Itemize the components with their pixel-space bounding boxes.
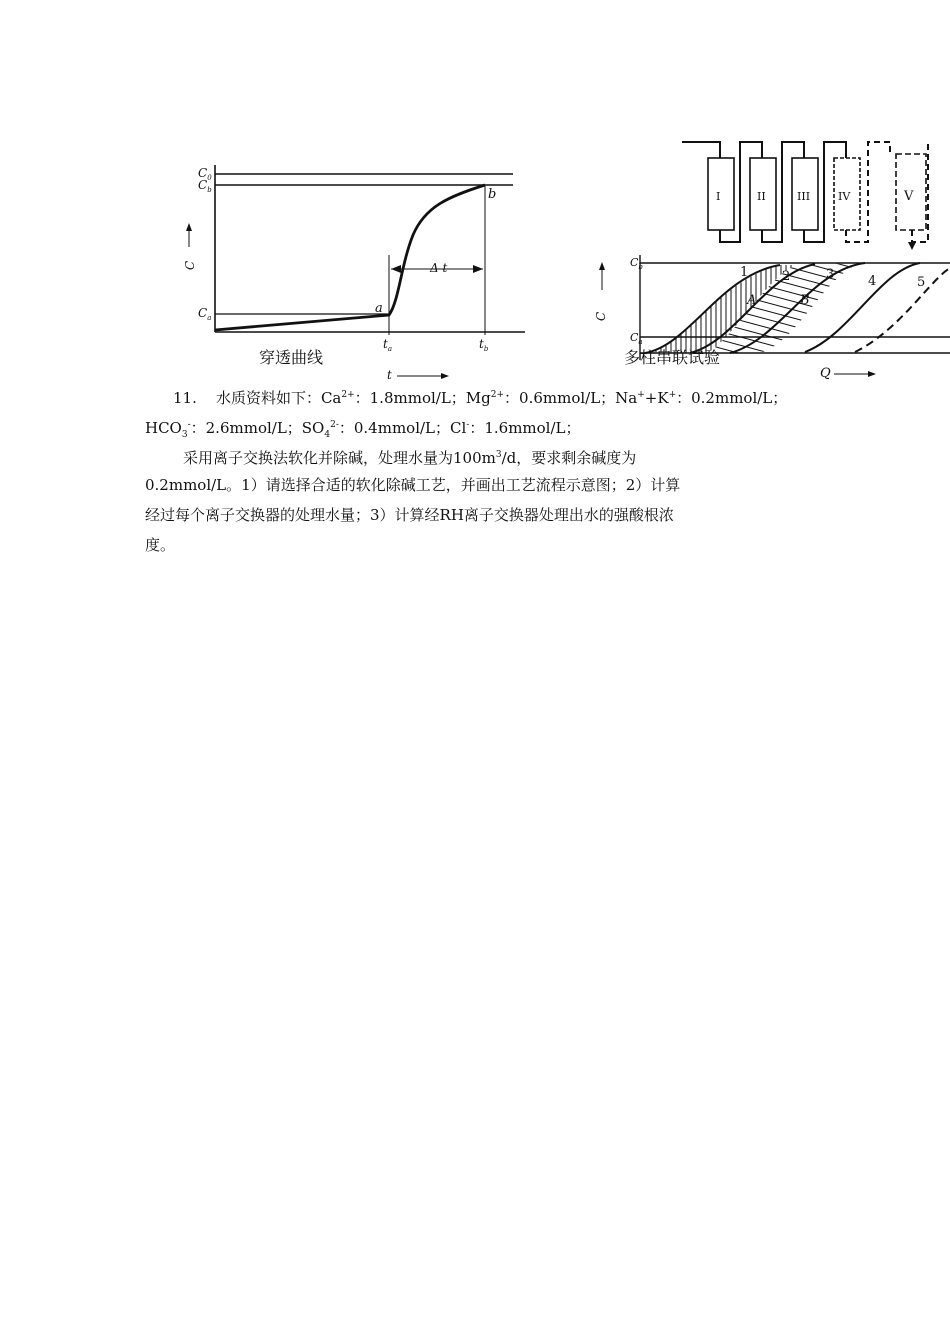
figure-left-caption: 穿透曲线	[259, 348, 324, 367]
y-axis-label-right: C	[594, 311, 608, 321]
svg-text:4: 4	[868, 274, 877, 289]
svg-text:I: I	[716, 190, 721, 203]
problem-line-2: $HCO_3^-$：2.6mmol/L；$SO_4^{2-}$：0.4mmol/L；Cl-：1.6mmol/L；	[145, 419, 581, 440]
problem-line-3: 采用离子交换法软化并除碱，处理水量为$100m^3/d$，要求剩余碱度为	[183, 449, 637, 467]
svg-text:3: 3	[826, 267, 835, 282]
svg-text:5: 5	[917, 275, 926, 290]
svg-text:A: A	[747, 293, 757, 308]
x-axis-label-right: Q	[820, 366, 831, 381]
svg-text:2: 2	[782, 269, 791, 284]
svg-text:V: V	[904, 189, 914, 204]
problem-line-4: 0.2mmol/L。1）请选择合适的软化除碱工艺，并画出工艺流程示意图；2）计算	[145, 476, 681, 494]
svg-text:Ca: $C_a$	[630, 331, 643, 346]
svg-text:III: III	[797, 190, 811, 203]
x-axis-label: t	[387, 368, 392, 382]
breakthrough-curve-figure	[175, 125, 535, 385]
svg-text:IV: IV	[838, 190, 851, 203]
delta-t-label: Δ t	[430, 261, 448, 275]
svg-text:tb: $t_b$	[479, 337, 489, 353]
y-axis-label: C	[183, 260, 197, 270]
svg-text:II: II	[757, 190, 766, 203]
svg-text:ta: $t_a$	[383, 337, 393, 353]
svg-text:Ca: $C_a$	[198, 306, 212, 322]
svg-text:C0: $C_0$	[198, 166, 212, 182]
point-b-label: b	[488, 187, 497, 202]
problem-line-1: 11. 水质资料如下：$Ca^{2+}$：1.8mmol/L；$Mg^{2+}$：0.6mmol/L；Na++K+：0.2mmol/L；	[173, 389, 788, 407]
svg-text:1: 1	[740, 265, 749, 280]
problem-number: 11.	[173, 389, 197, 407]
point-a-label: a	[375, 301, 383, 316]
figure-right-caption: 多柱串联试验	[624, 348, 721, 367]
svg-text:Cb: $C_b$	[630, 256, 643, 271]
problem-line-6: 度。	[145, 536, 176, 554]
svg-text:Cb: $C_b$	[198, 178, 212, 194]
problem-line-5: 经过每个离子交换器的处理水量；3）计算经RH离子交换器处理出水的强酸根浓	[145, 506, 674, 524]
problem-11	[145, 380, 825, 560]
svg-text:B: B	[800, 293, 810, 308]
column-1	[708, 158, 734, 230]
